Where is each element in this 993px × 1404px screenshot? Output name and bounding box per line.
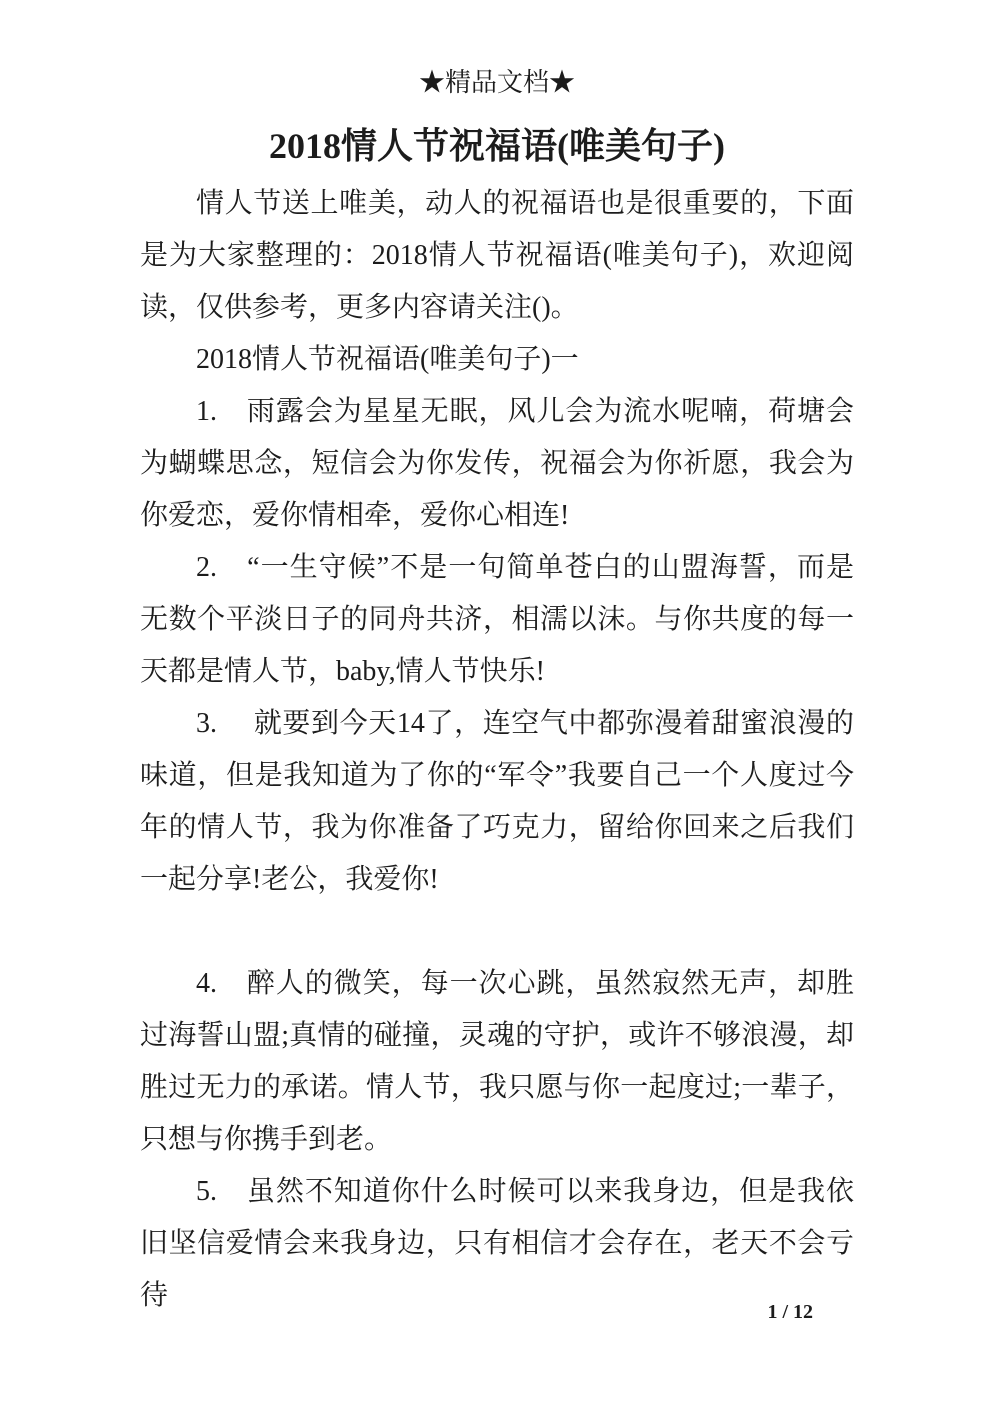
- header-banner: ★精品文档★: [418, 68, 575, 97]
- paragraph-item-5: 5. 虽然不知道你什么时候可以来我身边，但是我依旧坚信爱情会来我身边，只有相信才会存在，老天不会亏待: [140, 1176, 854, 1311]
- paragraph-intro: 情人节送上唯美，动人的祝福语也是很重要的，下面是为大家整理的：2018情人节祝福语(唯美句子)，欢迎阅读，仅供参考，更多内容请关注()。: [140, 188, 854, 323]
- page-number: 1 / 12: [767, 1301, 813, 1323]
- blank-paragraph: [140, 906, 854, 958]
- paragraph-item-3: 3. 就要到今天14了，连空气中都弥漫着甜蜜浪漫的味道，但是我知道为了你的“军令”我要自己一个人度过今年的情人节，我为你准备了巧克力，留给你回来之后我们一起分享!老公，我爱你!: [140, 708, 854, 895]
- paragraph-item-2: 2. “一生守候”不是一句简单苍白的山盟海誓，而是无数个平淡日子的同舟共济，相濡以沫。与你共度的每一天都是情人节，baby,情人节快乐!: [140, 552, 854, 687]
- document-content: [140, 66, 854, 1322]
- paragraph-item-4: 4. 醉人的微笑，每一次心跳，虽然寂然无声，却胜过海誓山盟;真情的碰撞，灵魂的守护，或许不够浪漫，却胜过无力的承诺。情人节，我只愿与你一起度过;一辈子，只想与你携手到老。: [140, 968, 854, 1155]
- paragraph-item-1: 1. 雨露会为星星无眠，风儿会为流水呢喃，荷塘会为蝴蝶思念，短信会为你发传，祝福会为你祈愿，我会为你爱恋，爱你情相牵，爱你心相连!: [140, 396, 854, 531]
- paragraph-section-heading: 2018情人节祝福语(唯美句子)一: [196, 344, 579, 375]
- document-title: 2018情人节祝福语(唯美句子): [269, 126, 725, 166]
